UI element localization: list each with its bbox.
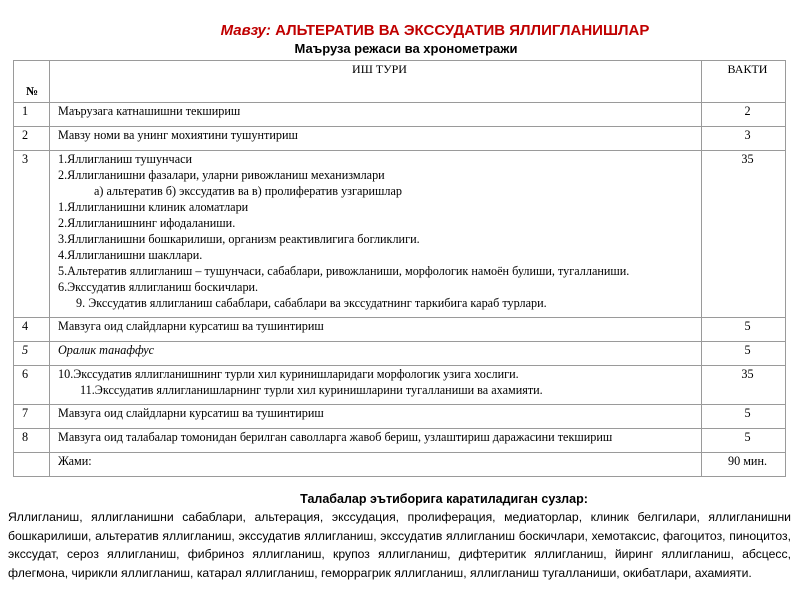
row-task	[50, 366, 702, 405]
row-number: 3	[14, 151, 50, 318]
row-number: 8	[14, 429, 50, 453]
header-number: №	[14, 61, 50, 103]
task-line: 1.Яллигланиш тушунчаси	[58, 152, 193, 166]
row-number: 4	[14, 318, 50, 342]
task-line: а) альтератив б) экссудатив ва в) пролифератив узгаришлар	[94, 184, 402, 198]
task-line: 5.Альтератив яллигланиш – тушунчаси, сабаблари, ривожланиши, морфологик намоён булиши, тугалланиши.	[58, 264, 630, 278]
row-task: Мавзуга оид слайдларни курсатиш ва тушинтириш	[50, 405, 702, 429]
table-row	[14, 366, 786, 405]
task-line: 11.Экссудатив яллигланишларнинг турли хил куринишларини тугалланиши ва ахамияти.	[80, 383, 543, 397]
keywords-text: Яллигланиш, яллигланишни сабаблари, альтерация, экссудация, пролиферация, медиаторлар, клиник белгилари, яллигланишни бошкарилиши, альтератив яллигланиш, экссудатив яллигланиш, экссудатив яллигланиш боскичлари, хемотаксис, фагоцитоз, пиноцитоз, экссудат, сероз яллигланиш, фибриноз яллигланиш, крупоз яллигланиш, дифтеритик яллигланиш, йиринг яллигланиш, абсцесс, флегмона, чирикли яллигланиш, катарал яллигланиш, геморрагрик яллигланиш, яллигланиш тугалланиши, окибатлари, ахамияти.	[8, 510, 791, 580]
row-number: 7	[14, 405, 50, 429]
row-time: 3	[702, 127, 786, 151]
task-line: 2.Яллигланишни фазалари, уларни ривожланиш механизмлари	[58, 168, 385, 182]
table-row	[14, 405, 786, 429]
keywords-title: Талабалар эътиборига каратиладиган сузлар:	[300, 492, 588, 506]
row-time: 2	[702, 103, 786, 127]
table-row	[14, 103, 786, 127]
total-label: Жами:	[50, 453, 702, 477]
row-task: Мавзуга оид слайдларни курсатиш ва тушинтириш	[50, 318, 702, 342]
row-task	[50, 151, 702, 318]
topic-title	[0, 22, 800, 39]
header-task-type: ИШ ТУРИ	[50, 61, 702, 103]
row-time: 5	[702, 405, 786, 429]
row-time: 35	[702, 151, 786, 318]
row-time: 5	[702, 429, 786, 453]
task-line: 2.Яллигланишнинг ифодаланиши.	[58, 216, 236, 230]
row-task: Маърузага катнашишни текшириш	[50, 103, 702, 127]
row-number: 6	[14, 366, 50, 405]
lecture-plan-table	[13, 60, 786, 477]
row-time: 35	[702, 366, 786, 405]
row-task: Оралик танаффус	[50, 342, 702, 366]
table-row	[14, 342, 786, 366]
lecture-plan-subtitle: Маъруза режаси ва хронометражи	[294, 41, 518, 56]
topic-label: Мавзу:	[220, 22, 271, 39]
row-task: Мавзуга оид талабалар томонидан берилган саволларга жавоб бериш, узлаштириш даражасини текшириш	[50, 429, 702, 453]
table-header-row	[14, 61, 786, 103]
total-time: 90 мин.	[702, 453, 786, 477]
row-time: 5	[702, 342, 786, 366]
total-number	[14, 453, 50, 477]
table-row	[14, 151, 786, 318]
task-line: 4.Яллигланишни шакллари.	[58, 248, 203, 262]
row-number: 2	[14, 127, 50, 151]
task-line: 9. Экссудатив яллигланиш сабаблари, сабаблари ва экссудатнинг таркибига караб турлари.	[76, 296, 547, 310]
task-line: 3.Яллигланишни бошкарилиши, организм реактивлигига богликлиги.	[58, 232, 420, 246]
header-time: ВАКТИ	[702, 61, 786, 103]
row-number: 5	[14, 342, 50, 366]
task-line: 10.Экссудатив яллигланишнинг турли хил куринишларидаги морфологик узига хослиги.	[58, 367, 519, 381]
row-time: 5	[702, 318, 786, 342]
row-number: 1	[14, 103, 50, 127]
table-row	[14, 127, 786, 151]
table-row	[14, 429, 786, 453]
table-total-row	[14, 453, 786, 477]
task-line: 6.Экссудатив яллигланиш боскичлари.	[58, 280, 259, 294]
row-task: Мавзу номи ва унинг мохиятини тушунтириш	[50, 127, 702, 151]
table-row	[14, 318, 786, 342]
task-line: 1.Яллигланишни клиник аломатлари	[58, 200, 249, 214]
topic-name: АЛЬТЕРАТИВ ВА ЭКССУДАТИВ ЯЛЛИГЛАНИШЛАР	[275, 22, 650, 39]
